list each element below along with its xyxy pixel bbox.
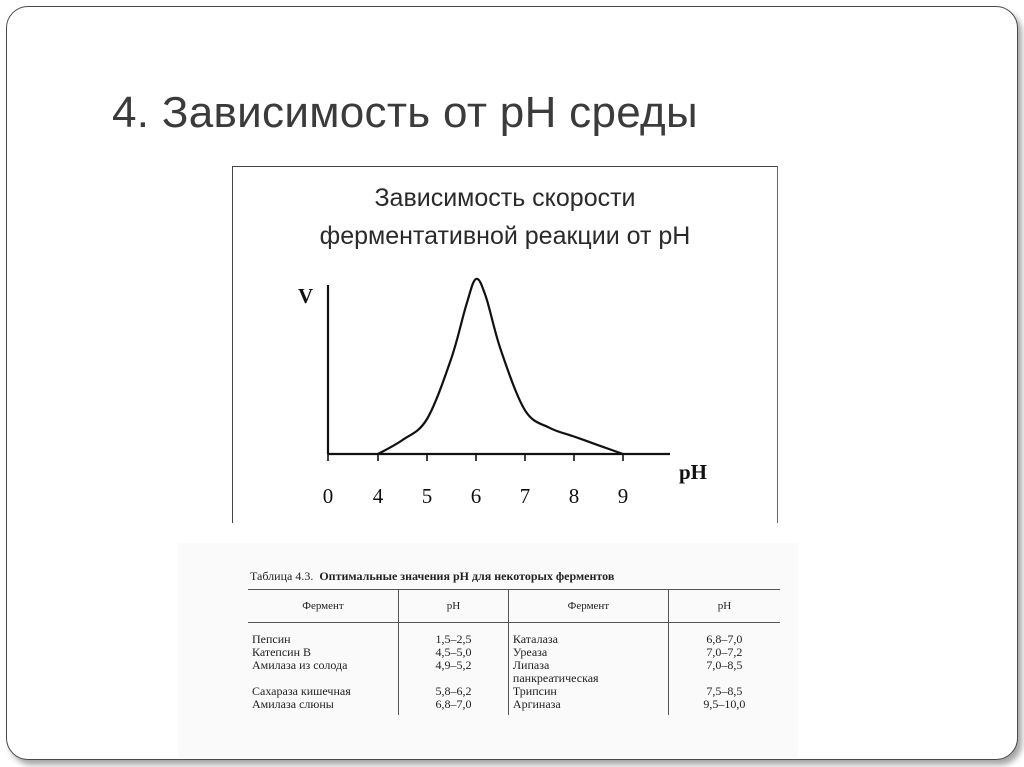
chart-title-line1: Зависимость скорости (374, 184, 636, 212)
right-enzyme-name: Аргиназа (512, 697, 561, 711)
right-enzyme-names (508, 623, 668, 716)
left-ph-value: 5,8–6,2 (435, 684, 472, 698)
left-enzyme-name: Катепсин В (252, 645, 312, 659)
enzyme-table-panel (178, 543, 798, 758)
header-ph-left: pH (398, 590, 508, 623)
left-enzyme-name: Пепсин (252, 632, 291, 646)
left-ph-value: 1,5–2,5 (435, 632, 472, 646)
ph-curve-chart (233, 167, 777, 523)
right-ph-value: 7,5–8,5 (706, 684, 743, 698)
chart-panel (232, 166, 778, 523)
slide-title: 4. Зависимость от pH среды (112, 88, 698, 137)
left-enzyme-name: Сахараза кишечная (252, 684, 351, 698)
y-axis-label: V (298, 284, 314, 308)
x-tick-label: 0 (322, 484, 334, 508)
left-enzyme-name: Амилаза из солода (252, 658, 348, 672)
x-tick-label: 9 (617, 484, 629, 508)
right-enzyme-name: панкреатическая (512, 671, 599, 685)
table-caption-title: Оптимальные значения pH для некоторых ферментов (319, 569, 615, 583)
x-tick-label: 4 (372, 484, 384, 508)
series-line (378, 279, 623, 454)
right-enzyme-name: Трипсин (512, 684, 557, 698)
header-enzyme-right: Фермент (508, 590, 668, 623)
left-enzyme-names (248, 623, 398, 716)
table-caption (250, 569, 614, 584)
left-ph-value: 6,8–7,0 (435, 697, 472, 711)
header-ph-right: pH (668, 590, 780, 623)
right-ph-value: 7,0–7,2 (706, 645, 743, 659)
table-body-row (248, 623, 780, 716)
right-ph-value: 7,0–8,5 (706, 658, 743, 672)
right-enzyme-name: Уреаза (512, 645, 548, 659)
x-tick-label: 6 (470, 484, 482, 508)
chart-title-line2: ферментативной реакции от pH (319, 222, 691, 250)
table-header-row (248, 590, 780, 623)
right-ph-values (668, 623, 780, 716)
x-tick-label: 8 (568, 484, 580, 508)
left-ph-value: 4,5–5,0 (435, 645, 472, 659)
right-ph-value: 9,5–10,0 (703, 697, 746, 711)
left-enzyme-name: Амилаза слюны (252, 697, 334, 711)
x-tick-label: 7 (519, 484, 531, 508)
right-ph-value: 6,8–7,0 (706, 632, 743, 646)
x-tick-label: 5 (421, 484, 433, 508)
right-enzyme-name: Липаза (512, 658, 550, 672)
x-axis-label: pH (679, 460, 708, 484)
left-ph-values (398, 623, 508, 716)
left-ph-value: 4,9–5,2 (435, 658, 472, 672)
header-enzyme-left: Фермент (248, 590, 398, 623)
right-enzyme-name: Каталаза (512, 632, 558, 646)
enzyme-ph-table (248, 589, 780, 715)
table-caption-label: Таблица 4.3. (250, 569, 314, 583)
